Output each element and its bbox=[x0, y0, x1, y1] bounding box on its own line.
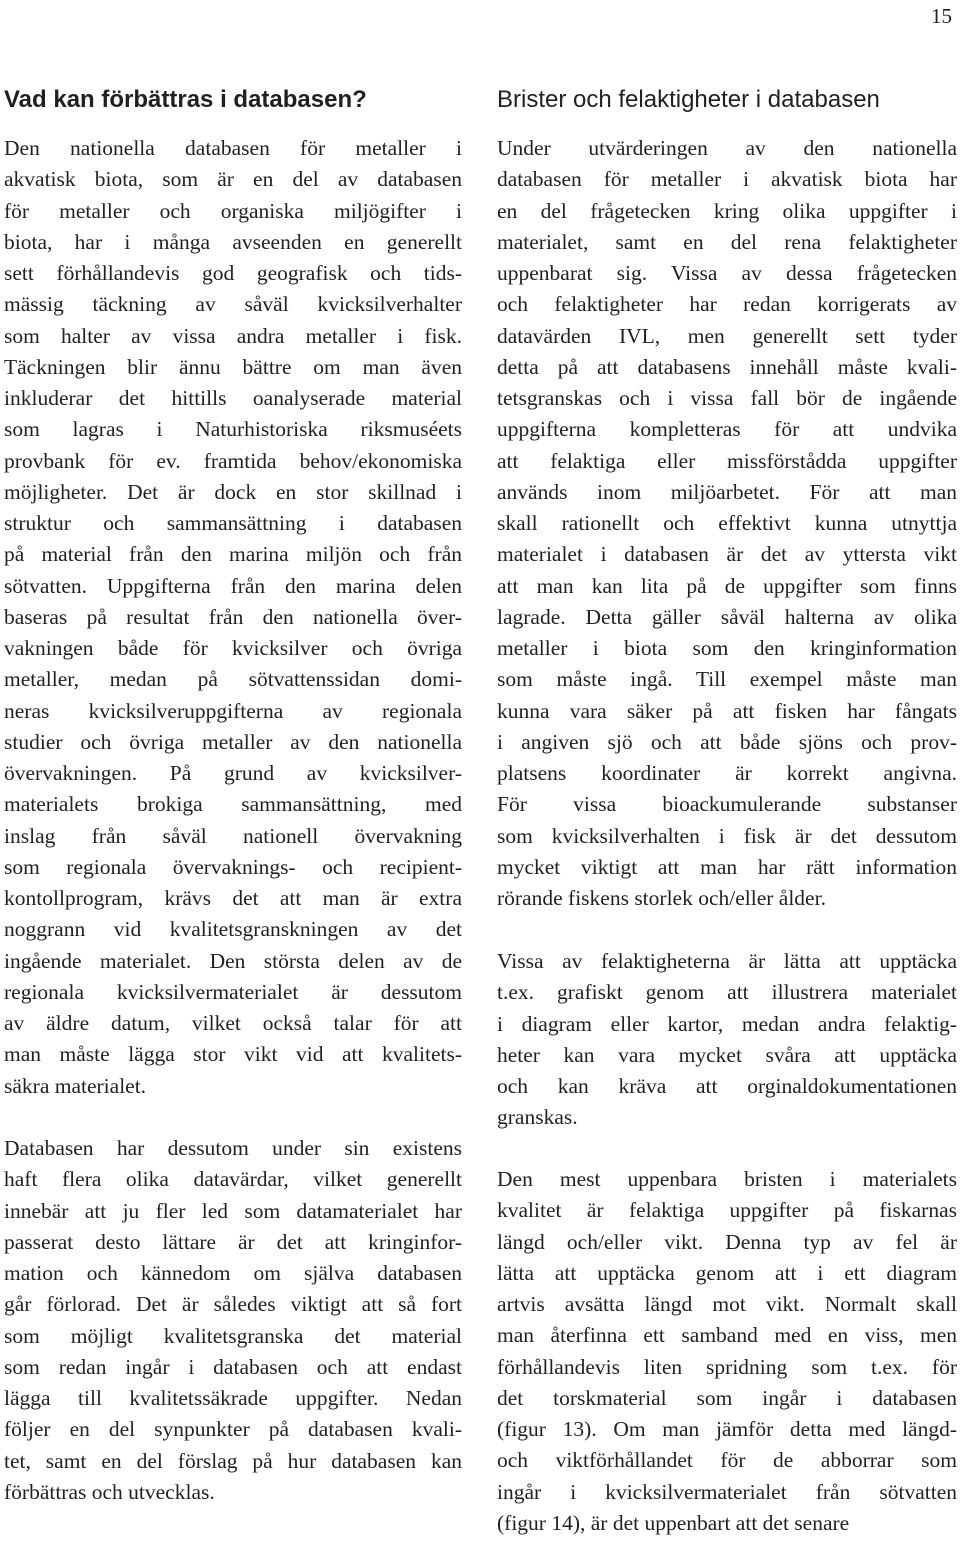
text-line: Den nationella databasen för metaller i bbox=[4, 136, 462, 160]
text-line: ingående materialet. Den största delen av de bbox=[4, 948, 462, 973]
text-line: studier och övriga metaller av den nationella bbox=[4, 729, 462, 754]
text-line: Täckningen blir ännu bättre om man även bbox=[4, 354, 462, 379]
text-line: platsens koordinater är korrekt angivna. bbox=[497, 761, 957, 785]
section-heading-improvements: Vad kan förbättras i databasen? bbox=[4, 86, 367, 113]
text-line: och viktförhållandet för de abborrar som bbox=[497, 1448, 957, 1473]
text-line: artvis avsätta längd mot vikt. Normalt skall bbox=[497, 1292, 957, 1316]
text-line: materialet i databasen är det av yttersta vikt bbox=[497, 542, 957, 567]
text-line: förbättras och utvecklas. bbox=[4, 1479, 215, 1504]
text-line: (figur 13). Om man jämför detta med längd- bbox=[497, 1417, 957, 1441]
text-line: kontollprogram, krävs det att man är extra bbox=[4, 886, 462, 910]
text-line: tet, samt en del förslag på hur databasen kan bbox=[4, 1448, 462, 1473]
text-line: övervakningen. På grund av kvicksilver- bbox=[4, 761, 462, 785]
text-line: inslag från såväl nationell övervakning bbox=[4, 823, 462, 848]
text-line: provbank för ev. framtida behov/ekonomiska bbox=[4, 448, 462, 473]
text-line: lagrade. Detta gäller såväl halterna av olika bbox=[497, 604, 957, 629]
text-line: databasen för metaller i akvatisk biota har bbox=[497, 167, 957, 192]
text-line: man återfinna ett samband med en viss, men bbox=[497, 1323, 957, 1348]
text-line: metaller i biota som den kringinformation bbox=[497, 636, 957, 660]
text-line: av äldre datum, vilket också talar för att bbox=[4, 1011, 462, 1035]
text-line: lägga till kvalitetssäkrade uppgifter. Nedan bbox=[4, 1386, 462, 1410]
text-line: vakningen både för kvicksilver och övriga bbox=[4, 636, 462, 660]
text-line: mation och kännedom om själva databasen bbox=[4, 1261, 462, 1285]
text-line: förhållandevis liten spridning som t.ex. för bbox=[497, 1354, 957, 1379]
paragraph bbox=[497, 1164, 957, 1539]
text-line: att felaktiga eller missförstådda uppgifter bbox=[497, 448, 957, 473]
text-line: Databasen har dessutom under sin existens bbox=[4, 1136, 462, 1160]
text-line: neras kvicksilveruppgifterna av regionala bbox=[4, 698, 462, 723]
text-line: följer en del synpunkter på databasen kvali- bbox=[4, 1417, 462, 1442]
text-line: som måste ingå. Till exempel måste man bbox=[497, 667, 957, 692]
text-line: ingår i kvicksilvermaterialet från sötvatten bbox=[497, 1479, 957, 1504]
text-line: materialet, samt en del rena felaktigheter bbox=[497, 229, 957, 254]
text-line: används inom miljöarbetet. För att man bbox=[497, 479, 957, 504]
text-line: tetsgranskas och i vissa fall bör de ingående bbox=[497, 386, 957, 410]
text-line: mässig täckning av såväl kvicksilverhalter bbox=[4, 292, 462, 317]
text-line: haft flera olika datavärdar, vilket generellt bbox=[4, 1167, 462, 1192]
text-line: sötvatten. Uppgifterna från den marina delen bbox=[4, 573, 462, 598]
text-line: rörande fiskens storlek och/eller ålder. bbox=[497, 886, 826, 910]
text-line: säkra materialet. bbox=[4, 1073, 147, 1098]
text-line: för metaller och organiska miljögifter i bbox=[4, 198, 462, 223]
text-line: på material från den marina miljön och från bbox=[4, 542, 462, 567]
text-line: (figur 14), är det uppenbart att det senare bbox=[497, 1510, 850, 1535]
text-line: uppgifterna kompletteras för att undvika bbox=[497, 417, 957, 442]
text-line: innebär att ju fler led som datamaterialet har bbox=[4, 1198, 462, 1223]
text-line: möjligheter. Det är dock en stor skillnad i bbox=[4, 479, 462, 504]
paragraph bbox=[4, 1133, 462, 1508]
text-line: Den mest uppenbara bristen i materialets bbox=[497, 1167, 957, 1191]
text-line: heter kan vara mycket svåra att upptäcka bbox=[497, 1042, 957, 1067]
paragraph bbox=[497, 946, 957, 1134]
text-line: som regionala övervaknings- och recipient- bbox=[4, 854, 462, 879]
text-line: skall rationellt och effektivt kunna utnyttja bbox=[497, 511, 957, 535]
text-line: datavärden IVL, men generellt sett tyder bbox=[497, 323, 957, 348]
text-line: uppenbarat sig. Vissa av dessa frågetecken bbox=[497, 261, 957, 285]
text-line: t.ex. grafiskt genom att illustrera materialet bbox=[497, 980, 957, 1005]
text-line: längd och/eller vikt. Denna typ av fel är bbox=[497, 1229, 957, 1254]
text-line: Under utvärderingen av den nationella bbox=[497, 136, 957, 160]
paragraph bbox=[4, 133, 462, 1102]
text-line: granskas. bbox=[497, 1105, 578, 1130]
section-heading-flaws: Brister och felaktigheter i databasen bbox=[497, 86, 880, 113]
text-line: akvatisk biota, som är en del av databasen bbox=[4, 167, 462, 192]
paragraph bbox=[497, 133, 957, 914]
text-line: som möjligt kvalitetsgranska det material bbox=[4, 1323, 462, 1348]
text-line: och kan kräva att orginaldokumentationen bbox=[497, 1074, 957, 1098]
text-line: metaller, medan på sötvattenssidan domi- bbox=[4, 667, 462, 692]
text-line: som kvicksilverhalten i fisk är det dessutom bbox=[497, 823, 957, 848]
text-line: Vissa av felaktigheterna är lätta att upptäcka bbox=[497, 949, 957, 973]
text-line: lätta att upptäcka genom att i ett diagram bbox=[497, 1260, 957, 1285]
text-line: att man kan lita på de uppgifter som finns bbox=[497, 573, 957, 598]
text-line: regionala kvicksilvermaterialet är dessutom bbox=[4, 979, 462, 1004]
page-number: 15 bbox=[931, 4, 952, 28]
text-line: noggrann vid kvalitetsgranskningen av det bbox=[4, 917, 462, 942]
text-line: inkluderar det hittills oanalyserade material bbox=[4, 386, 462, 410]
text-line: biota, har i många avseenden en generellt bbox=[4, 229, 462, 254]
text-line: kvalitet är felaktiga uppgifter på fiskarnas bbox=[497, 1198, 957, 1223]
text-line: som lagras i Naturhistoriska riksmuséets bbox=[4, 417, 462, 442]
text-line: materialets brokiga sammansättning, med bbox=[4, 792, 462, 817]
text-line: det torskmaterial som ingår i databasen bbox=[497, 1385, 957, 1410]
text-line: baseras på resultat från den nationella över- bbox=[4, 604, 462, 629]
text-line: kunna vara säker på att fisken har fångats bbox=[497, 698, 957, 723]
text-line: struktur och sammansättning i databasen bbox=[4, 511, 462, 535]
text-line: som redan ingår i databasen och att endast bbox=[4, 1354, 462, 1379]
text-line: i angiven sjö och att både sjöns och prov- bbox=[497, 729, 957, 754]
text-line: sett förhållandevis god geografisk och tids- bbox=[4, 261, 462, 285]
text-line: en del frågetecken kring olika uppgifter i bbox=[497, 198, 957, 223]
text-line: mycket viktigt att man har rätt information bbox=[497, 854, 957, 879]
text-line: och felaktigheter har redan korrigerats av bbox=[497, 292, 957, 317]
text-line: passerat desto lättare är det att kringinfor- bbox=[4, 1229, 462, 1254]
text-line: detta på att databasens innehåll måste kvali- bbox=[497, 354, 957, 379]
text-line: som halter av vissa andra metaller i fisk. bbox=[4, 323, 462, 348]
text-line: i diagram eller kartor, medan andra felaktig- bbox=[497, 1011, 957, 1036]
text-line: går förlorad. Det är således viktigt att så fort bbox=[4, 1292, 462, 1317]
text-line: För vissa bioackumulerande substanser bbox=[497, 792, 957, 817]
text-line: man måste lägga stor vikt vid att kvalitets- bbox=[4, 1042, 462, 1067]
